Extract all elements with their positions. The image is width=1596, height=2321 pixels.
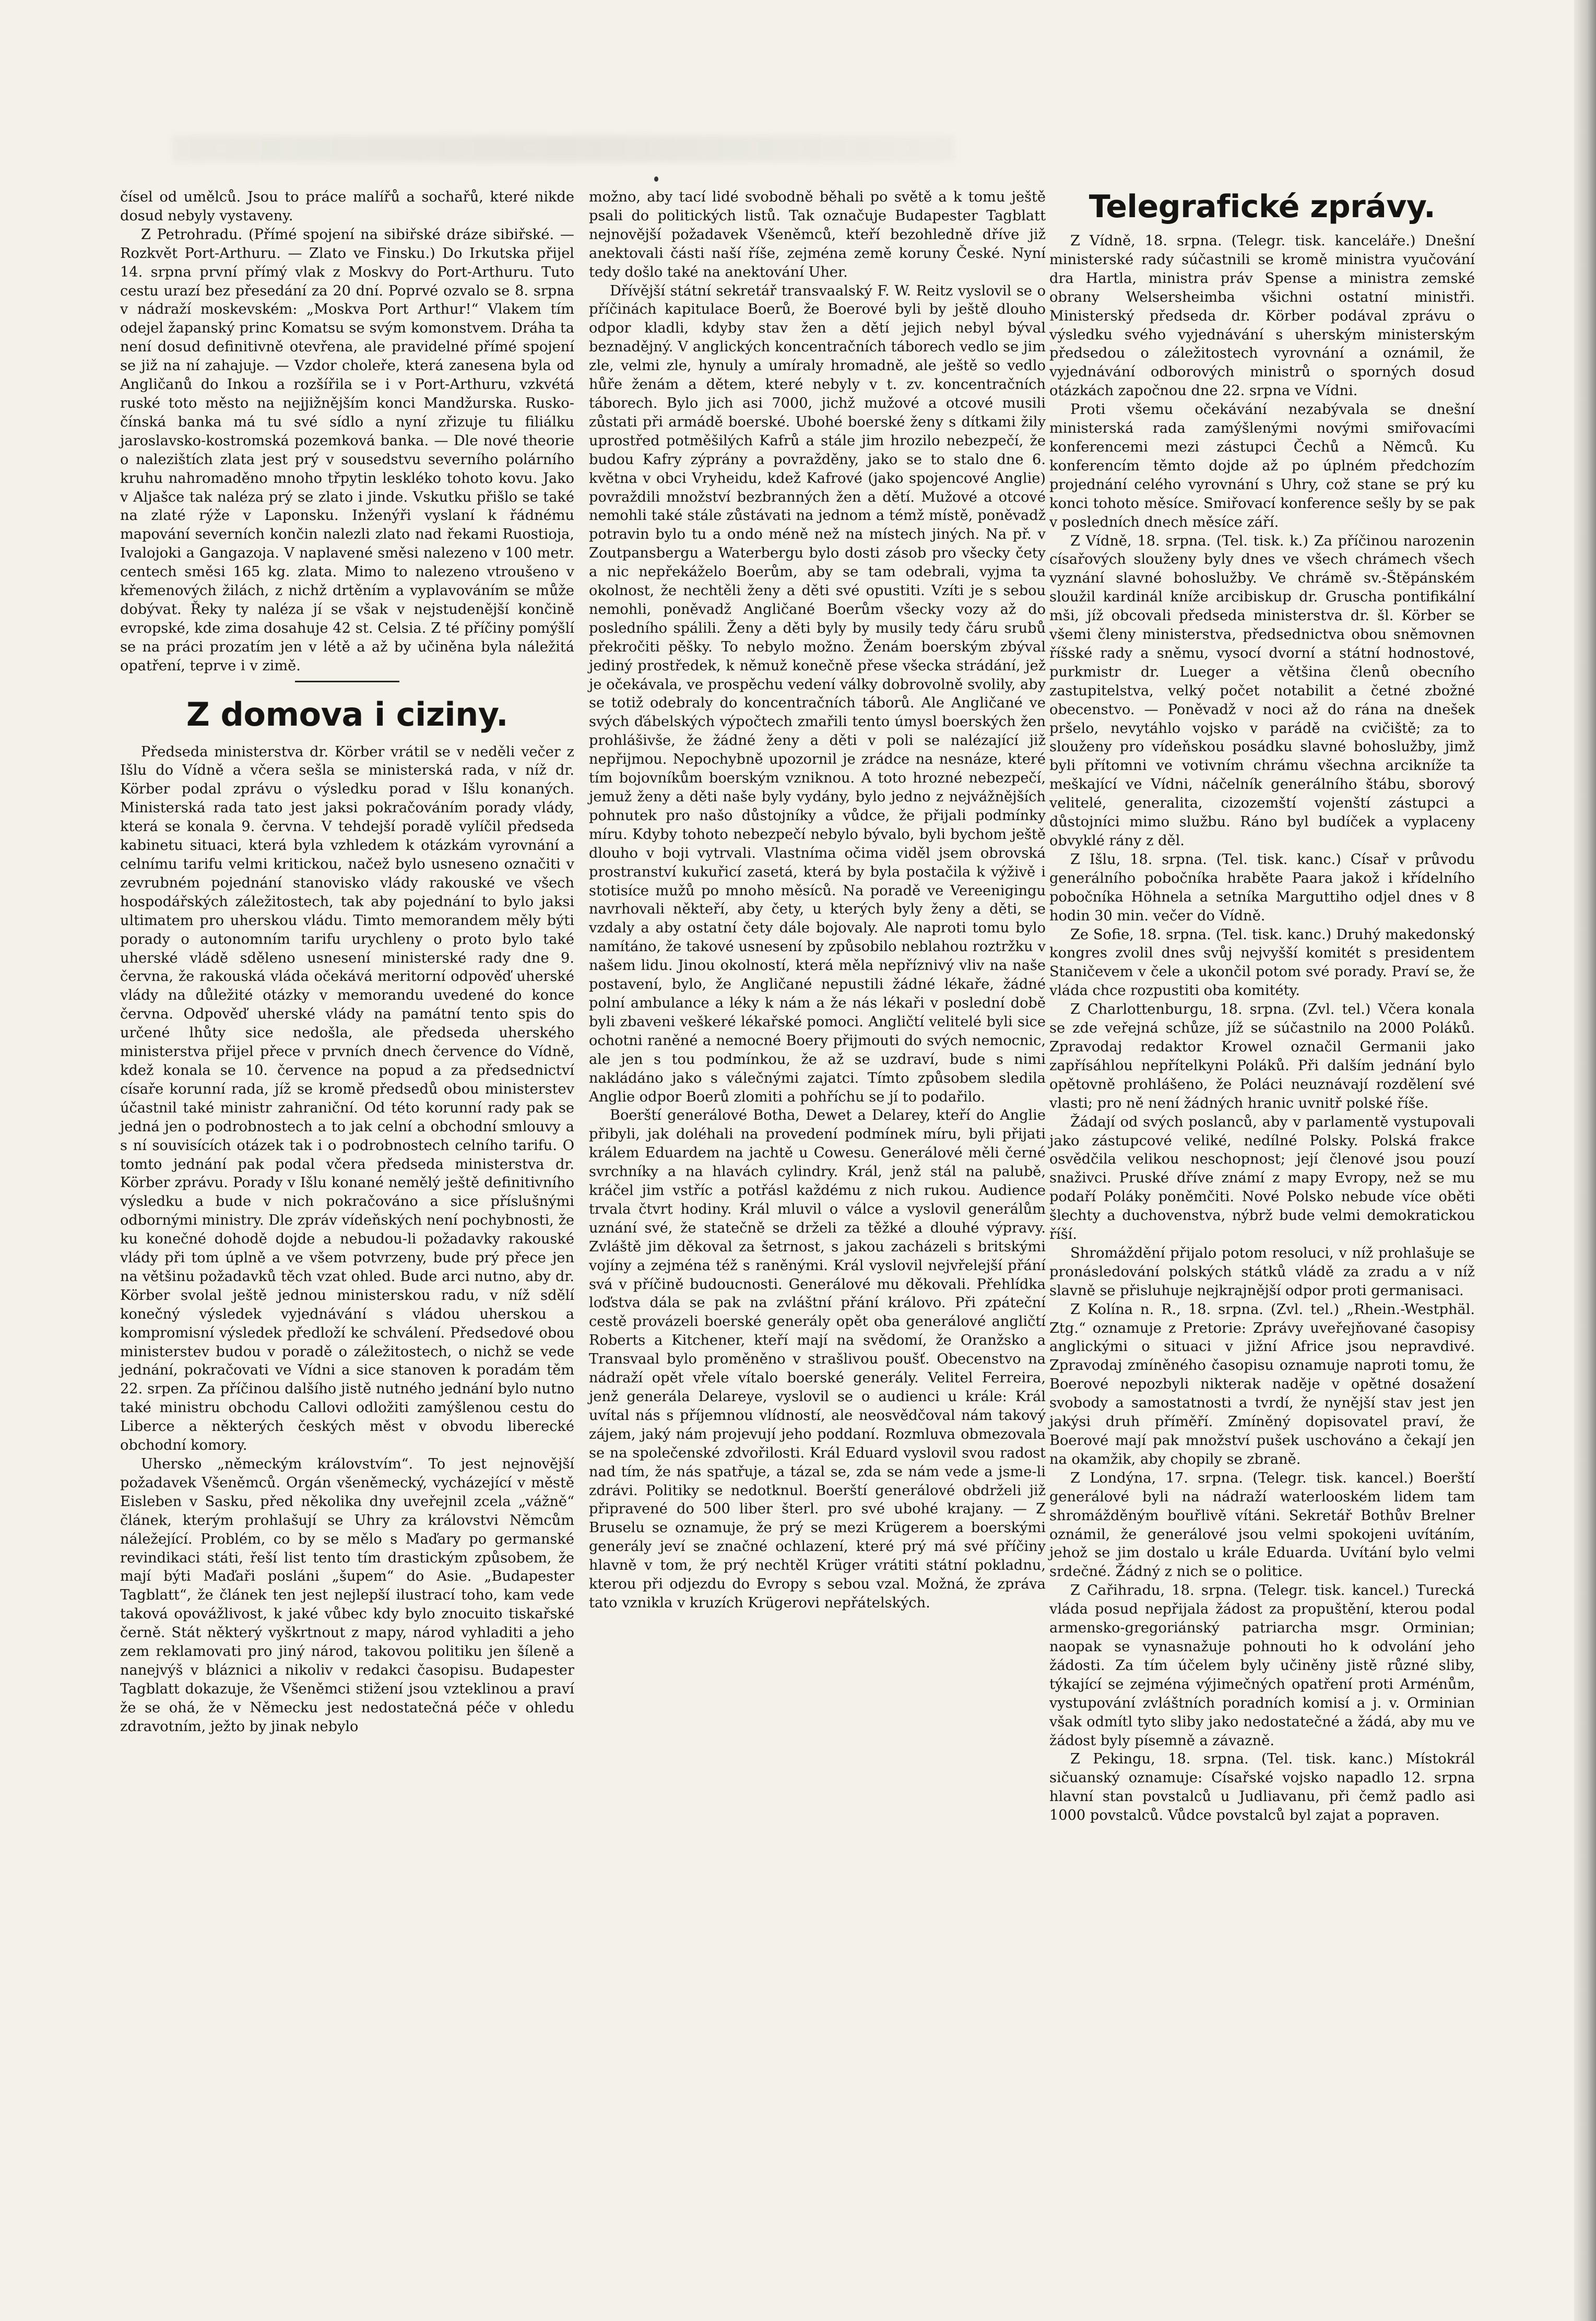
left-paragraph: Z Petrohradu. (Přímé spojení na sibiřské dráze sibiřské. — Rozkvět Port-Arthuru. — Zlato ve Finsku.) Do Irkutska přijel 14. srpna první přímý vlak z Moskvy do Port-Arthuru. Tuto cestu urazí bez přesedání za 20 dní. Poprvé ozvalo se 8. srpna v nádraží moskevském: „Moskva Port Arthur!“ Vlakem tím odejel žapanský princ Komatsu se svým komonstvem. Dráha ta není dosud definitivně otevřena, ale pravidelné přímé spojení se již na ní zahajuje. — Vzdor choleře, která zanesena byla od Angličanů do Inkou a rozšířila se i v Port-Arthuru, vzkvétá ruské toto město na nejjižnějším konci Mandžurska. Rusko-čínská banka má tu své sídlo a nyní zřizuje tu filiálku jaroslavsko-kostromská pozemková banka. — Dle nové theorie o nalezištích zlata jest prý v sousedstvu severního polárního kruhu nahromaděno mnoho třpytin leskléko tohoto kovu. Jako v Aljašce tak naléza prý se zlato i jinde. Vskutku přišlo se také na zlaté rýže v Laponsku. Inženýři vyslaní k řádnému mapování severních končin nalezli zlato nad řekami Ruostioja, Ivalojoki a Gangazoja. V naplavené směsi nalezeno v 100 metr. centech směsi 165 kg. zlata. Mimo to nalezeno vtroušeno v křemenových žilách, z nichž drtěním a vyplavováním se může dobývat. Řeky ty naléza jí se však v nejstudenější končině evropské, kde zima dosahuje 42 st. Celsia. Z té příčiny pomýšlí se na práci prozatím jen v létě a až by učiněna byla náležitá opatření, teprve i v zimě. bbox=[120, 226, 574, 674]
column-middle bbox=[589, 188, 1046, 1613]
right-paragraph: Z Vídně, 18. srpna. (Telegr. tisk. kanceláře.) Dnešní ministerské rady súčastnili se kromě ministra vyučování dra Hartla, ministra práv Spense a ministra zemské obrany Welsersheimba všichni ostatní ministři. Ministerský předseda dr. Körber podával zprávu o výsledku svého vyjednávání s uherským ministerským předsedou o záležitostech vyrovnání a oznámil, že vyjednávání odborových ministrů o sporných dosud otázkách započnou dne 22. srpna ve Vídni. bbox=[1049, 233, 1475, 399]
left-paragraph: čísel od umělců. Jsou to práce malířů a sochařů, které nikde dosud nebyly vystaveny. bbox=[120, 189, 574, 224]
section-rule bbox=[295, 681, 399, 682]
right-paragraph: Žádají od svých poslanců, aby v parlamentě vystupovali jako zástupcové veliké, nedílné Polsky. Polská frakce osvědčila velikou neschopnost; její členové jsou pouzí snaživci. Pruské dříve známí z mapy Evropy, než se mu podaří Poláky poněmčiti. Nové Polsko nebude více oběti šlechty a duchovenstva, nýbrž bude velmi demokratickou říší. bbox=[1049, 1114, 1475, 1243]
right-paragraph: Z Cařihradu, 18. srpna. (Telegr. tisk. kancel.) Turecká vláda posud nepřijala žádost za propuštění, kterou podal armensko-gregoriánský patriarcha msgr. Orminian; naopak se vynasnažuje pohnouti ho k odvolání jeho žádosti. Za tím účelem byly učiněny jistě různé sliby, týkající se zejména výjimečných opatření proti Arménům, vystupování zvláštních poradních komisí a j. v. Orminian však odmítl tyto sliby jako nedostatečné a žádá, aby mu ve žádost byly písemně a závazně. bbox=[1049, 1582, 1475, 1749]
left-paragraph: Předseda ministerstva dr. Körber vrátil se v neděli večer z Išlu do Vídně a včera sešla se ministerská rada, v níž dr. Körber podal zprávu o výsledku porad v Išlu konaných. Ministerská rada tato jest jaksi pokračováním porady vlády, která se konala 9. června. V tehdejší poradě vylíčil předseda kabinetu situaci, která byla vzhledem k otázkám vyrovnání a celnímu tarifu velmi kritickou, načež bylo usneseno označiti v zevrubném pojednání stanovisko vlády rakouské ve všech hospodářských záležitostech, tak aby pojednání to bylo jaksi ultimatem pro uherskou vládu. Timto memorandem měly býti porady o autonomním tarifu urychleny o proto bylo také uherské vládě sděleno usnesení ministerské rady dne 9. června, že rakouská vláda očekává meritorní odpověď uherské vlády na důležité otázky v memorandu uvedené do konce června. Odpověď uherské vlády na památní tento spis do určené lhůty sice nedošla, ale předseda uherského ministerstva přijel přece v prvních dnech července do Vídně, kdež konala se 10. července na popud a za předsednictví císaře korunní rada, jíž se kromě předsedů obou ministerstev účastnil také ministr zahraniční. Od této korunní rady pak se jedná jen o podrobnostech a to jak celní a obchodní smlouvy a s ní souvisících otázek tak i o podrobnostech celního tarifu. O tomto jednání pak podal včera předseda ministerstva dr. Körber zprávu. Porady v Išlu konané nemělý ještě definitivního výsledku a bude v nich pokračováno a sice příslušnými odbornými ministry. Dle zpráv vídeňských není pochybnosti, že ku konečné dohodě dojde a nebudou-li požadavky rakouské vlády při tom úplně a ve všem potvrzeny, bude prý přece jen na většinu požadavků těch vzat ohled. Bude arci nutno, aby dr. Körber svolal ještě jednou ministerskou radu, v níž sdělí konečný výsledek vyjednávání s vládou uherskou a kompromisní výsledek předloží ke schválení. Předsedové obou ministerstev budou v poradě o záležitostech, o nichž se vede jednání, pokračovati ve Vídni a sice stanoven k poradám těm 22. srpen. Za příčinou dalšího jistě nutného jednání bylo nutno také ministru obchodu Callovi odložiti zamýšlenou cestu do Liberce a některých českých měst v obvodu liberecké obchodní komory. bbox=[120, 743, 574, 1454]
right-paragraph: Z Londýna, 17. srpna. (Telegr. tisk. kancel.) Boerští generálové byli na nádraží waterlooském lidem tam shromážděným bouřlivě vítáni. Sekretář Bothův Brelner oznámil, že generálové jsou velmi spokojeni uvítáním, jehož se jim dostalo u krále Eduarda. Uvítání bylo velmi srdečné. Žádný z nich se o politice. bbox=[1049, 1470, 1475, 1580]
right-paragraph: Proti všemu očekávání nezabývala se dnešní ministerská rada zamýšlenými novými smiřovacími konferencemi mezi zástupci Čechů a Němců. Ku konferencím těmto dojde až po úplném předchozím projednání celého vyrovnání s Uhry, což stane se prý ku konci tohoto měsíce. Smiřovací konference sešly by se pak v posledních dnech měsíce září. bbox=[1049, 401, 1475, 530]
middle-paragraph: možno, aby tací lidé svobodně běhali po světě a k tomu ještě psali do politických listů. Tak označuje Budapester Tagblatt nejnovější požadavek Všeněmců, kteří bezohledně dříve již anektovali části naší říše, zejména země koruny České. Nyní tedy došlo také na anektování Uher. bbox=[589, 189, 1046, 280]
right-paragraph: Z Pekingu, 18. srpna. (Tel. tisk. kanc.) Místokrál sičuanský oznamuje: Císařské vojsko napadlo 12. srpna hlavní stan povstalců u Judliavanu, při čemž padlo asi 1000 povstalců. Vůdce povstalců byl zajat a popraven. bbox=[1049, 1751, 1475, 1824]
right-paragraph: Z Charlottenburgu, 18. srpna. (Zvl. tel.) Včera konala se zde veřejná schůze, jíž se súčastnilo na 2000 Poláků. Zpravodaj redaktor Krowel označil Germanii jako zapřísáhlou nepřítelkyni Poláků. Při dalším jednání bylo opětovně prohlášeno, že Poláci neuznávají rozdělení své vlasti; pro ně není žádných hranic uvnitř polské říše. bbox=[1049, 1001, 1475, 1111]
right-paragraph: Z Išlu, 18. srpna. (Tel. tisk. kanc.) Císař v průvodu generálního pobočníka hraběte Paara jakož i křídelního pobočníka Höhnela a setníka Marguttiho odjel dnes v 8 hodin 30 min. večer do Vídně. bbox=[1049, 851, 1475, 924]
bleed-through-shadow bbox=[172, 136, 955, 162]
middle-paragraph: Boerští generálové Botha, Dewet a Delarey, kteří do Anglie přibyli, jak doléhali na provedení podmínek míru, byli přijati králem Eduardem na jachtě u Cowesu. Generálové měli černé svrchníky a na hlavách cylindry. Král, jenž stál na palubě, kráčel jim vstříc a potřásl každému z nich rukou. Audience trvala čtvrt hodiny. Král mluvil o válce a vyslovil generálům uznání své, že statečně se drželi za těžké a dlouhé výpravy. Zvláště jim děkoval za šetrnost, s jakou zacházeli s britskými vojíny a zejména též s raněnými. Král vyslovil nejvřelejší přání svá v příčině budoucnosti. Generálové mu děkovali. Přehlídka loďstva dála se pak na zvláštní přání královo. Při zpáteční cestě provázeli boerské generály opět oba generálové angličtí Roberts a Kitchener, kteří mají na svědomí, že Oranžsko a Transvaal bylo proměněno v strašlivou poušť. Obecenstvo na nádraží opět vřele vítalo boerské generály. Velitel Ferreira, jenž generála Delareye, vyslovil se o audienci u krále: Král uvítal nás s příjemnou vlídností, ale neosvědčoval nám takový zájem, jaký nám projevují jeho poddaní. Rozmluva obmezovala se na společenské zdvořilosti. Král Eduard vyslovil svou radost nad tím, že nás spatřuje, a tázal se, zda se nám vede a jsme-li zdrávi. Politiky se nedotknul. Boerští generálové obdrželi již připravené do 500 liber šterl. pro své ubohé krajany. — Z Bruselu se oznamuje, že prý se mezi Krügerem a boerskými generály jeví se značné ochlazení, které prý má své příčiny hlavně v tom, že prý nechtěl Krüger vrátiti státní pokladnu, kterou při odjezdu do Evropy s sebou vzal. Možná, že zpráva tato vznikla v kruzích Krügerovi nepřátelských. bbox=[589, 1107, 1046, 1611]
column-left bbox=[120, 188, 574, 1736]
page-spine-shadow bbox=[1574, 0, 1596, 2321]
section-headline: Z domova i ciziny. bbox=[186, 695, 509, 733]
right-paragraph: Z Vídně, 18. srpna. (Tel. tisk. k.) Za příčinou narozenin císařových slouženy byly dnes ve všech chrámech všech vyznání slavné bohoslužby. Ve chrámě sv.-Štěpánském sloužil kardinál kníže arcibiskup dr. Gruscha pontifikální mši, jíž obcovali předseda ministerstva dr. šl. Körber se všemi členy ministerstva, předsednictva obou sněmovnen říšské rady a sněmu, vysocí dvorní a státní hodnostové, purkmistr dr. Lueger a většina členů obecního zastupitelstva, velký počet notabilit a četné zbožné obecenstvo. — Poněvadž v noci až do rána na dnešek pršelo, nevytáhlo vojsko v parádě na cvičiště; za to slouženy pro vídeňskou posádku slavné bohoslužby, jimž byli přítomni ve votivním chrámu všechna arcikníže ta meškající ve Vídni, náčelník generálního štábu, sborový velitelé, generalita, cizozemští vojenští zástupci a důstojníci mimo službu. Ráno byl budíček a vyplaceny obvyklé rány z děl. bbox=[1049, 532, 1475, 849]
middle-paragraph: Dřívější státní sekretář transvaalský F. W. Reitz vyslovil se o příčinách kapitulace Boerů, že Boerové byli by ještě dlouho odpor kladli, kdyby stav žen a dětí jejich nebyl býval beznadějný. V anglických koncentračních táborech vedlo se jim zle, velmi zle, hynuly a umíraly hromadně, ale ještě so vedlo hůře ženám a dětem, které nebyly v t. zv. koncentračních táborech. Bylo jich asi 7000, jichž mužové a otcové musili zůstati při armádě boerské. Ubohé boerské ženy s dítkami žily uprostřed potměšilých Kafrů a stále jim hrozilo nebezpečí, že budou Kafry zýprány a povražděny, jako se to stalo dne 6. května v obci Vryheidu, kdež Kafrové (jako spojencové Anglie) povraždili množství bezbranných žen a dětí. Mužové a otcové nemohli také stále zůstávati na jednom a témž místě, poněvadž potravin bylo tu a ondo méně než na místech jiných. Na př. v Zoutpansbergu a Waterbergu bylo dosti zásob pro všecky čety a nic nepřekáželo Boerům, aby se tam odebrali, vyjma ta okolnost, že nechtěli ženy a děti své opustiti. Vzíti je s sebou nemohli, poněvadž Angličané Boerům všecky vozy až do posledního spálili. Ženy a děti byly by musily tedy čáru srubů překročiti pěšky. To nebylo možno. Ženám boerským zbýval jediný prostředek, k němuž konečně přese všecka strádání, jež je očekávala, ve prospěchu vedení války dobrovolně svolily, aby se totiž odebraly do koncentračních táborů. Ale Angličané ve svých ďábelských výpočtech zmařili tento úmysl boerských žen prohlášivše, že žádné ženy a děti v poli se nalézající již nepřijmou. Nepochybně upozornil je zrádce na nesnáze, které tím bojovníkům boerským vzniknou. A toto hrozné nebezpečí, jemuž ženy a děti naše byly vydány, bylo jedno z nejvážnějších pohnutek pro našo důstojníky a vůdce, že přijali podmínky míru. Kdyby tohoto nebezpečí nebylo bývalo, byli bychom ještě dlouho v boji vytrvali. Vlastníma očima viděl jsem obrovská prostranství kukuřicí zasetá, která by byla postačila k výživě i stotisíce mužů po mnoho měsíců. Na poradě ve Vereenigingu navrhovali někteří, aby čety, u kterých byly ženy a děti, se vzdaly a aby ostatní čety dále bojovaly. Ale naproti tomu bylo namítáno, že takové usnesení by způsobilo neblahou roztržku v našem lidu. Jinou okolností, která měla nepříznivý vliv na naše postavení, bylo, že Angličané nepustili žádné lékaře, žádné polní ambulance a léky k nám a že nás lékaři v poslední době byli zbaveni veškeré lékařské pomoci. Angličtí velitelé byli sice ochotni raněné a nemocné Boery přijmouti do svých nemocnic, ale jen s tou podmínkou, že až se uzdraví, bude s nimi nakládáno jako s válečnými zajatci. Tímto způsobem sledila Anglie odpor Boerů zlomiti a pohříchu se jí to podařilo. bbox=[589, 282, 1046, 1105]
ink-dot bbox=[654, 176, 658, 182]
telegraph-headline: Telegrafické zprávy. bbox=[1089, 188, 1436, 225]
right-paragraph: Z Kolína n. R., 18. srpna. (Zvl. tel.) „Rhein.-Westphäl. Ztg.“ oznamuje z Pretorie: Zprávy uveřejňované časopisy anglickými o situaci v jižní Africe jsou nepravdivé. Zpravodaj zmíněného časopisu oznamuje naproti tomu, že Boerové nepozbyli nikterak naděje v opětné dosažení svobody a samostatnosti a tvrdí, že nynější stav jest jen jakýsi druh příměří. Zmíněný dopisovatel praví, že Boerové mají pak množství pušek uschováno a čekají jen na okamžik, aby chopily se zbraně. bbox=[1049, 1301, 1475, 1467]
right-paragraph: Shromáždění přijalo potom resoluci, v níž prohlašuje se pronásledování polských státků vládě za zradu a v níž slavně se přisluhuje nejkrajnější odpor proti germanisaci. bbox=[1049, 1245, 1475, 1299]
left-paragraph: Uhersko „německým královstvím“. To jest nejnovější požadavek Všeněmců. Orgán všeněmecký, vycházející v městě Eisleben v Sasku, před několika dny uveřejnil zcela „vážně“ článek, kterým prohlašují se Uhry za královstvi Němcům náležející. Problém, co by se mělo s Maďary po germanské revindikaci státi, řeší list tento tím drastickým způsobem, že mají býti Maďaři posláni „šupem“ do Asie. „Budapester Tagblatt“, že článek ten jest nejlepší ilustrací toho, kam vede taková opovážlivost, k jaké vůbec kdy bylo znocuito tiskařské černě. Stát některý vyškrtnout z mapy, národ vyhladiti a jeho zem reklamovati pro jiný národ, takovou politiku jen šíleně a nanejvýš v bláznici a nikoliv v redakci časopisu. Budapester Tagblatt dokazuje, že Všeněmci stižení jsou vzteklinou a praví že se ohá, že v Německu jest nedostatečná péče v ohledu zdravotním, ježto by jinak nebylo bbox=[120, 1456, 574, 1735]
right-paragraph: Ze Sofie, 18. srpna. (Tel. tisk. kanc.) Druhý makedonský kongres zvolil dnes svůj nejvyšší komitét s presidentem Staničevem v čele a ukončil potom své porady. Praví se, že vláda chce rozpustiti oba komitéty. bbox=[1049, 926, 1475, 999]
column-right bbox=[1049, 188, 1475, 1825]
